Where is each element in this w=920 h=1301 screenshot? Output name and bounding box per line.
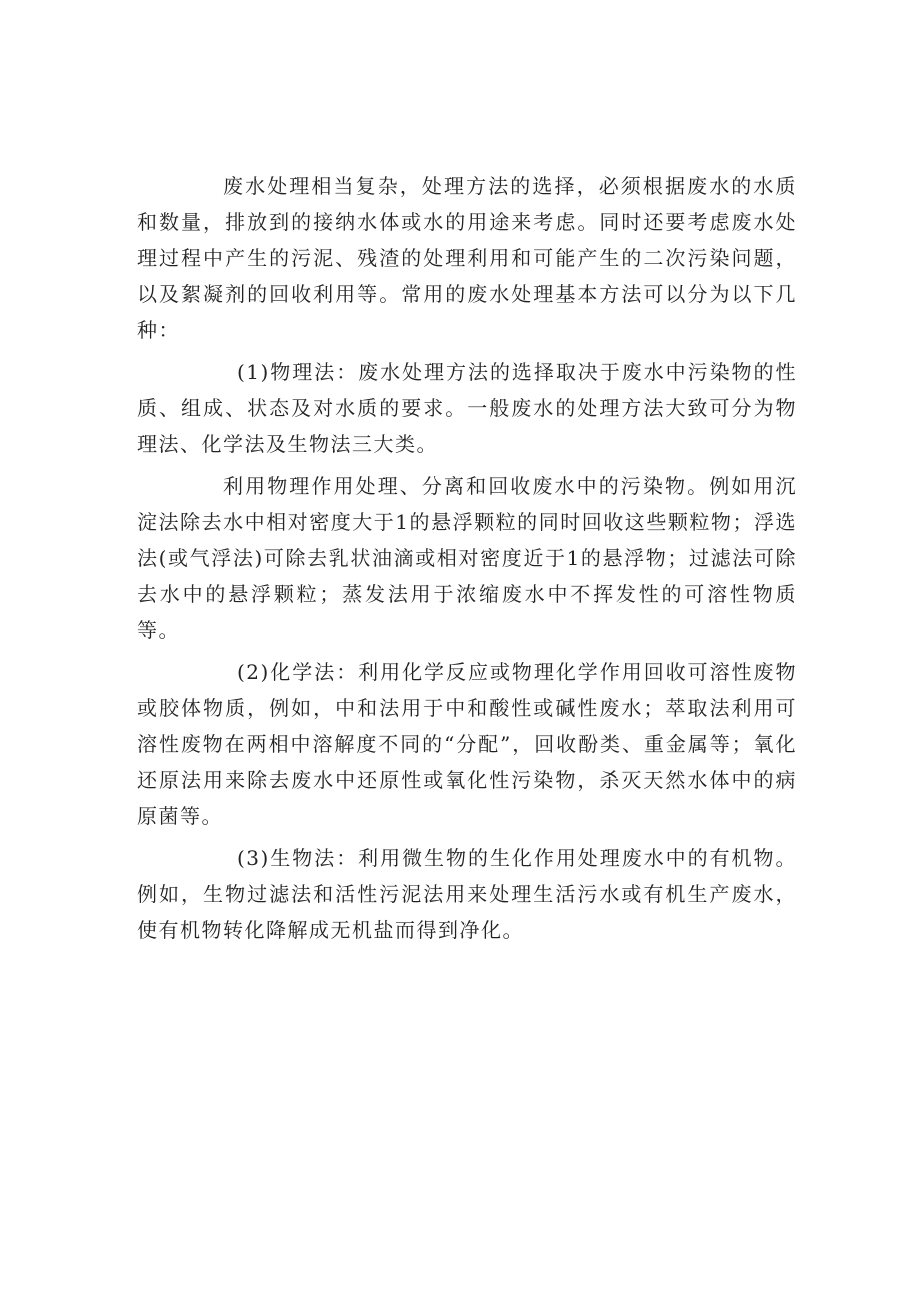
paragraph-intro: 废水处理相当复杂，处理方法的选择，必须根据废水的水质和数量，排放到的接纳水体或水的用途来考虑。同时还要考虑废水处理过程中产生的污泥、残渣的处理利用和可能产生的二次污染问题，以及絮凝剂的回收利用等。常用的废水处理基本方法可以分为以下几种：	[137, 174, 797, 342]
paragraph-biological-method: (3)生物法：利用微生物的生化作用处理废水中的有机物。例如，生物过滤法和活性污泥法用来处理生活污水或有机生产废水，使有机物转化降解成无机盐而得到净化。	[137, 846, 797, 942]
document-body	[137, 168, 797, 954]
paragraph-physical-method: (1)物理法：废水处理方法的选择取决于废水中污染物的性质、组成、状态及对水质的要求。一般废水的处理方法大致可分为物理法、化学法及生物法三大类。	[137, 360, 797, 456]
paragraph-physical-detail: 利用物理作用处理、分离和回收废水中的污染物。例如用沉淀法除去水中相对密度大于1的悬浮颗粒的同时回收这些颗粒物；浮选法(或气浮法)可除去乳状油滴或相对密度近于1的悬浮物；过滤法可除去水中的悬浮颗粒；蒸发法用于浓缩废水中不挥发性的可溶性物质等。	[137, 474, 797, 642]
paragraph-chemical-method: (2)化学法：利用化学反应或物理化学作用回收可溶性废物或胶体物质，例如，中和法用于中和酸性或碱性废水；萃取法利用可溶性废物在两相中溶解度不同的“分配”，回收酚类、重金属等；氧化还原法用来除去废水中还原性或氧化性污染物，杀灭天然水体中的病原菌等。	[137, 660, 797, 828]
